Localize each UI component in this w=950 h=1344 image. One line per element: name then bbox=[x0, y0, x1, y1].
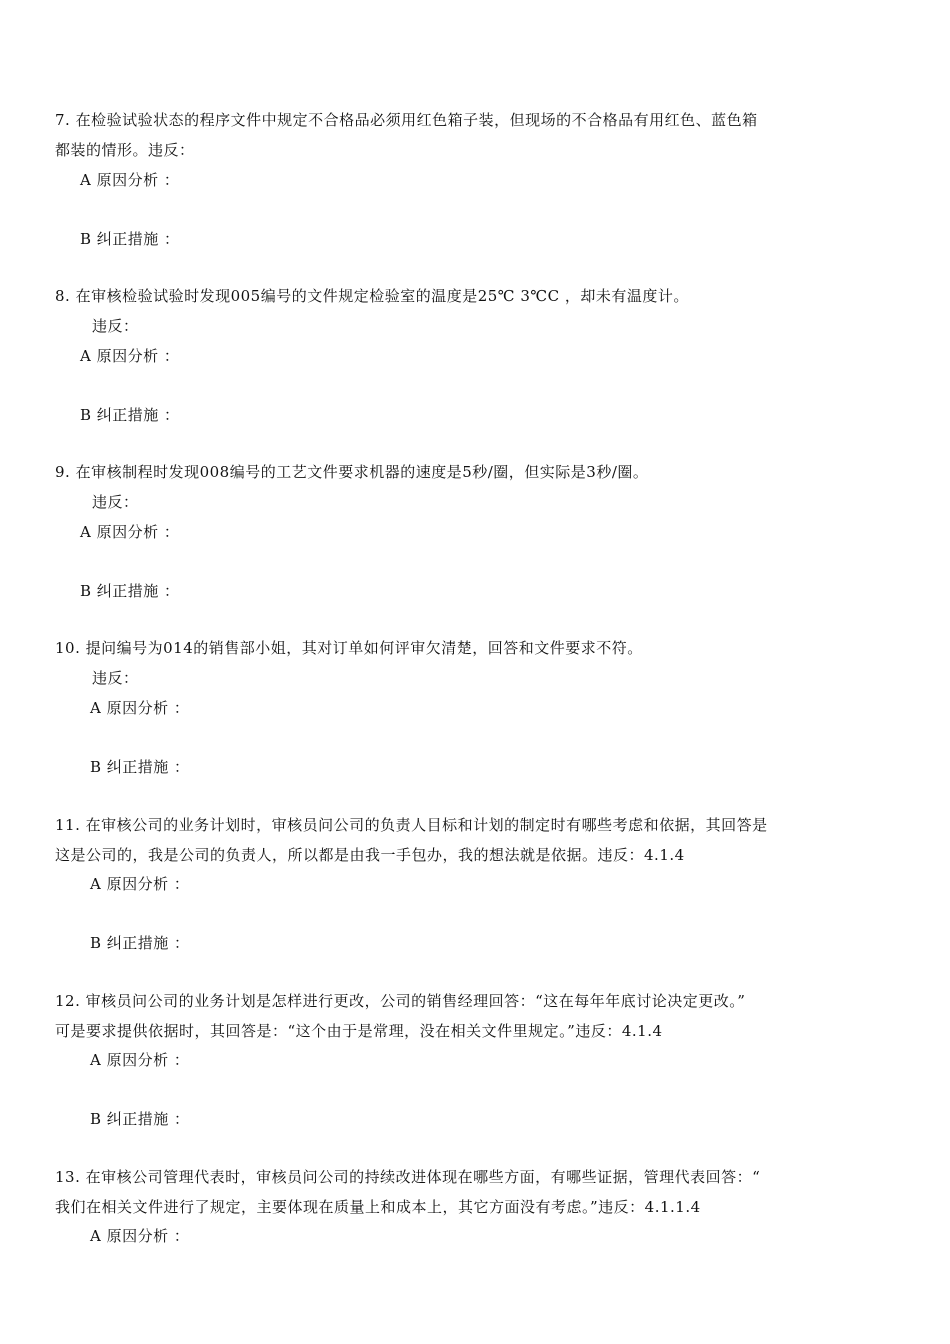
question-12-analysis: A 原因分析 ： bbox=[90, 1051, 190, 1069]
question-7-correction: B 纠正措施 ： bbox=[80, 230, 180, 248]
question-7-line-1: 7. 在检验试验状态的程序文件中规定不合格品必须用红色箱子装，但现场的不合格品有用红色、蓝色箱 bbox=[55, 111, 758, 129]
question-9-analysis: A 原因分析 ： bbox=[80, 523, 180, 541]
question-12-line-2: 可是要求提供依据时，其回答是：“这个由于是常理，没在相关文件里规定。”违反：4.1.4 bbox=[55, 1022, 663, 1040]
question-10-violation: 违反： bbox=[92, 669, 139, 687]
question-8-line-1: 8. 在审核检验试验时发现005编号的文件规定检验室的温度是25℃ 3℃C ，却未有温度计。 bbox=[55, 287, 689, 305]
question-7-line-2: 都装的情形。违反： bbox=[55, 141, 195, 159]
question-11-correction: B 纠正措施 ： bbox=[90, 934, 190, 952]
question-11-analysis: A 原因分析 ： bbox=[90, 875, 190, 893]
question-10-correction: B 纠正措施 ： bbox=[90, 758, 190, 776]
question-13-line-2: 我们在相关文件进行了规定，主要体现在质量上和成本上，其它方面没有考虑。”违反：4.1.1.4 bbox=[55, 1198, 701, 1216]
question-11-line-2: 这是公司的，我是公司的负责人，所以都是由我一手包办，我的想法就是依据。违反：4.1.4 bbox=[55, 846, 685, 864]
question-13-line-1: 13. 在审核公司管理代表时，审核员问公司的持续改进体现在哪些方面，有哪些证据，管理代表回答：“ bbox=[55, 1168, 761, 1186]
question-10-line-1: 10. 提问编号为014的销售部小姐，其对订单如何评审欠清楚，回答和文件要求不符。 bbox=[55, 639, 643, 657]
question-7-analysis: A 原因分析 ： bbox=[80, 171, 180, 189]
question-9-line-1: 9. 在审核制程时发现008编号的工艺文件要求机器的速度是5秒/圈，但实际是3秒/圈。 bbox=[55, 463, 649, 481]
question-8-analysis: A 原因分析 ： bbox=[80, 347, 180, 365]
question-8-correction: B 纠正措施 ： bbox=[80, 406, 180, 424]
question-10-analysis: A 原因分析 ： bbox=[90, 699, 190, 717]
question-8-violation: 违反： bbox=[92, 317, 139, 335]
question-9-violation: 违反： bbox=[92, 493, 139, 511]
question-12-correction: B 纠正措施 ： bbox=[90, 1110, 190, 1128]
question-9-correction: B 纠正措施 ： bbox=[80, 582, 180, 600]
question-12-line-1: 12. 审核员问公司的业务计划是怎样进行更改，公司的销售经理回答：“这在每年年底讨论决定更改。” bbox=[55, 992, 746, 1010]
question-13-analysis: A 原因分析 ： bbox=[90, 1227, 190, 1245]
question-11-line-1: 11. 在审核公司的业务计划时，审核员问公司的负责人目标和计划的制定时有哪些考虑和依据，其回答是 bbox=[55, 816, 768, 834]
